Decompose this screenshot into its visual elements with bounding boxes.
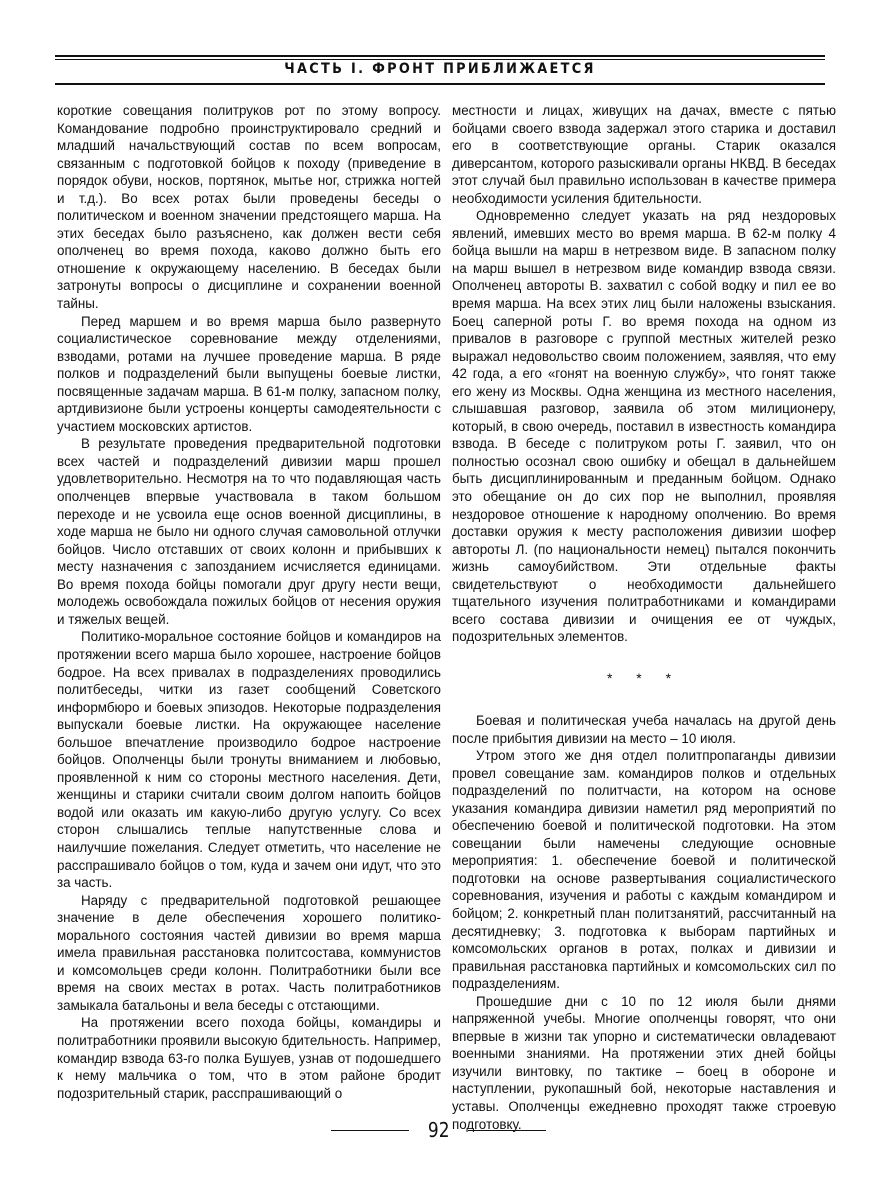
paragraph: Утром этого же дня отдел политпропаганды дивизии провел совещание зам. командиров полков и отдельных подразделений по политчасти, на котором на основе указания командира дивизии наметил ряд мероприятий по обеспечению боевой и политической подготовки. На этом совещании были намечены следующие основные мероприятия: 1. обеспечение боевой и политической подготовки на основе развертывания социалистического соревнования, изучения и работы с каждым командиром и бойцом; 2. конкретный план политзанятий, рассчитанный на десятидневку; 3. подготовка к выборам партийных и комсомольских органов в ротах, полках и дивизии и правильная расстановка партийных и комсомольских сил по подразделениям. [452,748,836,992]
paragraph: На протяжении всего похода бойцы, командиры и политработники проявили высокую бдительность. Например, командир взвода 63-го полка Бушуев, узнав от подошедшего к нему мальчика о том, что в этом районе бродит подозрительный старик, расспрашивающий о [57,1015,441,1101]
right-column [452,102,836,1133]
running-head: ЧАСТЬ I. ФРОНТ ПРИБЛИЖАЕТСЯ [284,61,596,77]
paragraph: Перед маршем и во время марша было развернуто социалистическое соревнование между отделениями, взводами, ротами на лучшее проведение марша. В ряде полков и подразделений были выпущены боевые листки, посвященные задачам марша. В 61-м полку, запасном полку, артдивизионе были устроены концерты самодеятельности с участием московских артистов. [57,313,441,434]
paragraph: Боевая и политическая учеба началась на другой день после прибытия дивизии на место – 10 июля. [452,712,836,746]
page-number: 92 [427,1118,450,1142]
page-footer [0,1118,877,1148]
footer-rule-left [331,1130,409,1131]
paragraph: Прошедшие дни с 10 по 12 июля были днями напряженной учебы. Многие ополченцы говорят, что они впервые в жизни так упорно и систематически овладевают военными знаниями. На протяжении этих дней бойцы изучили винтовку, по тактике – боец в обороне и наступлении, рукопашный бой, некоторые наставления и уставы. Ополченцы ежедневно проходят также строевую подготовку. [452,993,836,1132]
paragraph: Политико-моральное состояние бойцов и командиров на протяжении всего марша было хорошее, настроение бойцов бодрое. На всех привалах в подразделениях проводились политбеседы, читки из газет сообщений Советского информбюро и боевых эпизодов. Некоторые подразделения выпускали боевые листки. На окружающее население большое впечатление производило бодрое настроение бойцов. Ополченцы были тронуты вниманием и любовью, проявленной к ним со стороны местного населения. Дети, женщины и старики считали своим долгом напоить бойцов водой или оказать им какую-либо другую услугу. Со всех сторон слышались теплые напутственные слова и наилучшие пожелания. Следует отметить, что население не расспрашивало бойцов о том, куда и зачем они идут, что это за часть. [57,629,441,891]
section-separator: * * * [606,669,682,686]
paragraph: короткие совещания политруков рот по этому вопросу. Командование подробно проинструктировало средний и младший начальствующий состав по всем вопросам, связанным с подготовкой бойцов к походу (приведение в порядок обуви, носков, портянок, мытье ног, стрижка ногтей и т.д.). Во всех ротах были проведены беседы о политическом и военном значении предстоящего марша. На этих беседах было разъяснено, как должен вести себя ополченец во время похода, каково должно быть его отношение к окружающему населению. В беседах были затронуты вопросы о дисциплине и сохранении военной тайны. [57,103,441,312]
paragraph: местности и лицах, живущих на дачах, вместе с пятью бойцами своего взвода задержал этого старика и доставил его в соответствующие органы. Старик оказался диверсантом, которого разыскивали органы НКВД. В беседах этот случай был правильно использован в качестве примера необходимости усиления бдительности. [452,103,836,206]
footer-rule-right [468,1130,546,1131]
left-column [57,102,441,1102]
paragraph: Одновременно следует указать на ряд нездоровых явлений, имевших место во время марша. В 62-м полку 4 бойца вышли на марш в нетрезвом виде. В запасном полку на марш вышел в нетрезвом виде командир взвода связи. Ополченец автороты В. захватил с собой водку и пил ее во время марша. На всех этих лиц были наложены взыскания. Боец саперной роты Г. во время похода на одном из привалов в разговоре с группой местных жителей резко выражал недовольство своим положением, заявляя, что ему 42 года, а его «гонят на военную службу», что гонят также его жену из Москвы. Одна женщина из местного населения, слышавшая разговор, заявила об этом милиционеру, который, в свою очередь, поставил в известность командира взвода. В беседе с политруком роты Г. заявил, что он полностью осознал свою ошибку и обещал в дальнейшем быть дисциплинированным и преданным бойцом. Однако это обещание он до сих пор не выполнил, проявляя нездоровое отношение к народному ополчению. Во время доставки оружия к месту расположения дивизии шофер автороты Л. (по национальности немец) пытался покончить жизнь самоубийством. Эти отдельные факты свидетельствуют о необходимости дальнейшего тщательного изучения политработниками и командирами всего состава дивизии и очищения ее от чуждых, подозрительных элементов. [452,208,836,645]
paragraph: Наряду с предварительной подготовкой решающее значение в деле обеспечения хорошего политико-морального состояния частей дивизии во время марша имела правильная расстановка политсостава, коммунистов и комсомольцев среди колонн. Политработники были все время на своих местах в ротах. Часть политработников замыкала батальоны и вела беседы с отстающими. [57,892,441,1013]
paragraph: В результате проведения предварительной подготовки всех частей и подразделений дивизии марш прошел удовлетворительно. Несмотря на то что подавляющая часть ополченцев впервые участвовала в таком большом переходе и не усвоила еще основ военной дисциплины, в ходе марша не было ни одного случая самовольной отлучки бойцов. Число отставших от своих колонн и прибывших к месту назначения с запозданием исчисляется единицами. Во время похода бойцы помогали друг другу нести вещи, молодежь освобождала пожилых бойцов от несения оружия и тяжелых вещей. [57,436,441,627]
